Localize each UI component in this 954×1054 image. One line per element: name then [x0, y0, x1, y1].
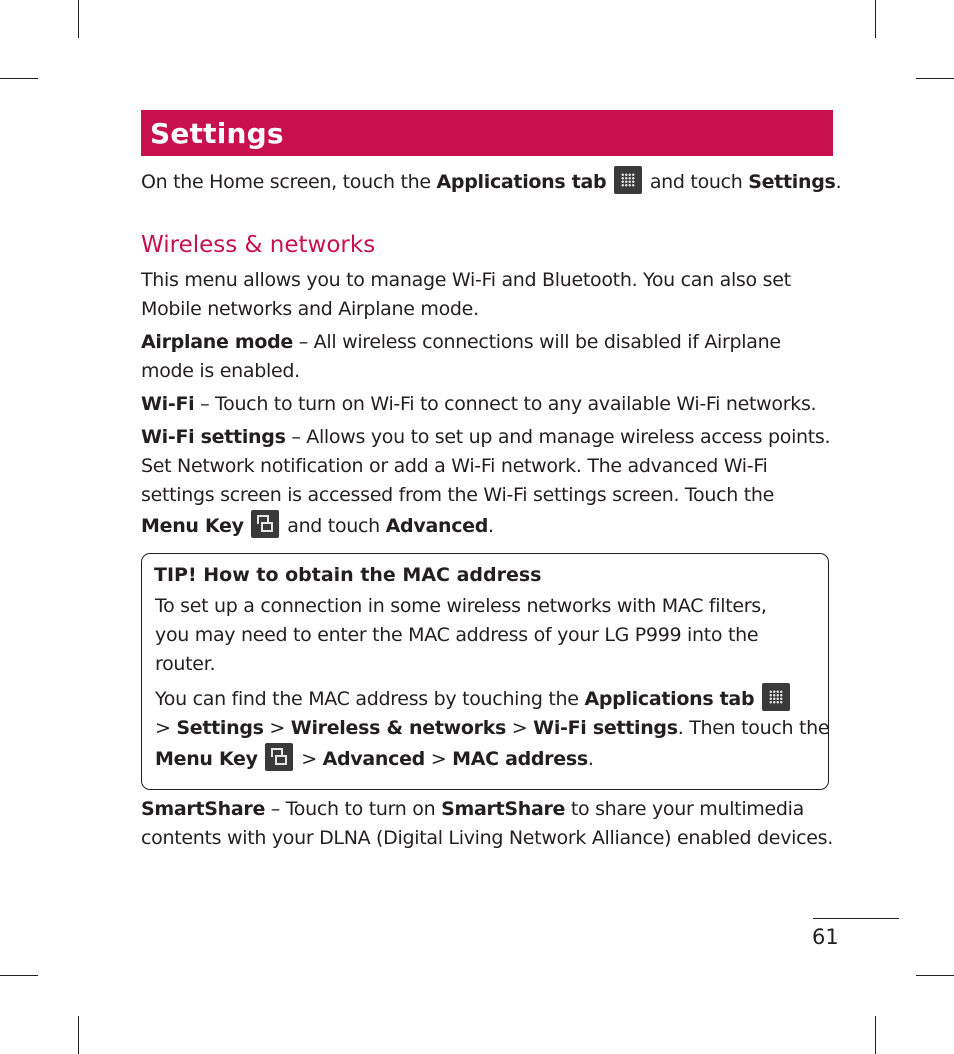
crop-mark — [875, 0, 876, 38]
page-number: 61 — [812, 925, 839, 949]
smartshare-item — [141, 795, 833, 853]
path-separator: > — [424, 748, 453, 770]
body-line: – Touch to turn on Wi-Fi to connect to any available Wi-Fi networks. — [194, 393, 817, 415]
wireless-networks-label: Wireless & networks — [290, 717, 507, 739]
path-separator: > — [263, 717, 291, 739]
advanced-label: Advanced — [322, 748, 425, 770]
intro-paragraph — [141, 166, 842, 197]
applications-grid-icon — [614, 166, 642, 194]
mac-address-label: MAC address — [452, 748, 588, 770]
tip-title: TIP! How to obtain the MAC address — [154, 564, 542, 586]
wifi-item — [141, 390, 833, 419]
path-separator: > — [155, 717, 177, 739]
tip-box — [141, 553, 829, 790]
body-line: . — [587, 748, 594, 770]
wireless-description — [141, 266, 833, 324]
menu-key-icon — [265, 743, 293, 771]
body-line: Mobile networks and Airplane mode. — [141, 298, 479, 320]
smartshare-label: SmartShare — [441, 798, 566, 820]
advanced-label: Advanced — [385, 515, 489, 537]
body-line: . — [488, 515, 494, 537]
settings-label: Settings — [176, 717, 264, 739]
body-line: you may need to enter the MAC address of your LG P999 into the — [155, 624, 759, 646]
settings-label: Settings — [748, 171, 836, 193]
body-line: You can find the MAC address by touching the — [155, 688, 585, 710]
body-line: – Touch to turn on — [265, 798, 442, 820]
body-line: and touch — [281, 515, 386, 537]
applications-tab-label: Applications tab — [436, 171, 607, 193]
wifi-settings-label: Wi-Fi settings — [533, 717, 678, 739]
airplane-mode-term: Airplane mode — [141, 331, 293, 353]
crop-mark — [916, 78, 954, 79]
page-number-rule — [813, 918, 899, 919]
path-separator: > — [506, 717, 534, 739]
intro-text: . — [835, 171, 842, 193]
menu-key-icon — [251, 510, 279, 538]
body-line: – All wireless connections will be disabled if Airplane — [293, 331, 781, 353]
page-content — [141, 110, 842, 541]
crop-mark — [875, 1016, 876, 1054]
wifi-term: Wi-Fi — [141, 393, 195, 415]
body-line: mode is enabled. — [141, 360, 300, 382]
crop-mark — [78, 0, 79, 38]
applications-grid-icon — [762, 683, 790, 711]
body-line: router. — [155, 653, 216, 675]
smartshare-section — [141, 795, 833, 853]
menu-key-label: Menu Key — [155, 748, 258, 770]
crop-mark — [0, 78, 38, 79]
body-line: Set Network notification or add a Wi-Fi network. The advanced Wi-Fi — [141, 455, 768, 477]
body-line: – Allows you to set up and manage wireless access points. — [285, 426, 831, 448]
body-line: to share your multimedia — [565, 798, 804, 820]
body-line: To set up a connection in some wireless networks with MAC filters, — [155, 595, 767, 617]
menu-key-label: Menu Key — [141, 515, 244, 537]
airplane-mode-item — [141, 328, 833, 386]
intro-text: On the Home screen, touch the — [141, 171, 437, 193]
body-line: . Then touch the — [677, 717, 830, 739]
body-line: contents with your DLNA (Digital Living Network Alliance) enabled devices. — [141, 827, 833, 849]
path-separator: > — [295, 748, 323, 770]
intro-text: and touch — [644, 171, 749, 193]
applications-tab-label: Applications tab — [584, 688, 755, 710]
wifi-settings-item — [141, 423, 833, 541]
section-heading-wireless: Wireless & networks — [141, 232, 376, 258]
wifi-settings-term: Wi-Fi settings — [141, 426, 286, 448]
body-line: This menu allows you to manage Wi-Fi and Bluetooth. You can also set — [141, 269, 791, 291]
page-title: Settings — [141, 110, 833, 156]
crop-mark — [916, 975, 954, 976]
crop-mark — [0, 975, 38, 976]
tip-body-path — [155, 683, 828, 774]
crop-mark — [78, 1016, 79, 1054]
body-line: settings screen is accessed from the Wi-Fi settings screen. Touch the — [141, 484, 774, 506]
tip-body — [155, 592, 828, 679]
smartshare-term: SmartShare — [141, 798, 266, 820]
